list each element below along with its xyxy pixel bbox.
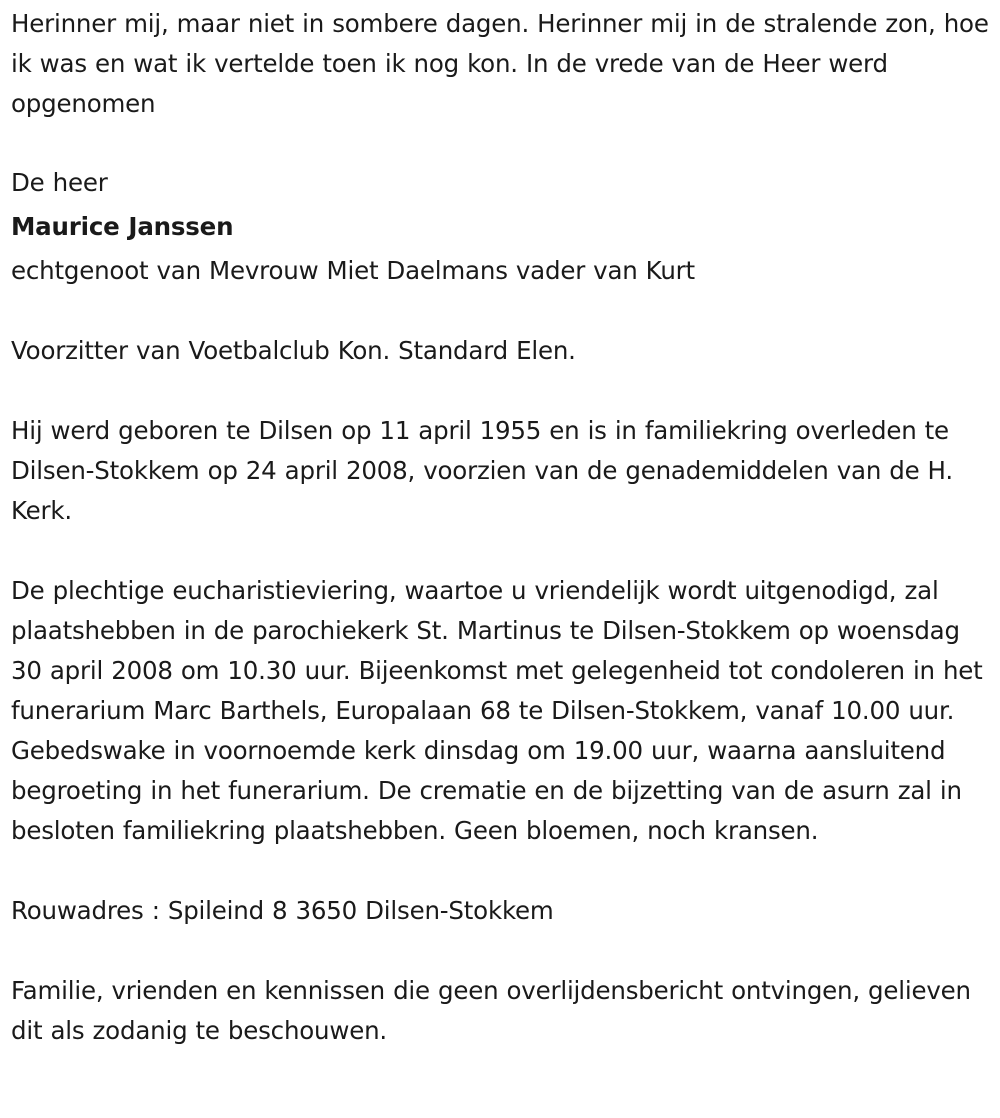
birth-death-paragraph: Hij werd geboren te Dilsen op 11 april 1955 en is in familiekring overleden te Dilsen-Stokkem op 24 april 2008, voorzien van de genademiddelen van de H. Kerk. [11,416,953,525]
ceremony-paragraph: De plechtige eucharistieviering, waartoe u vriendelijk wordt uitgenodigd, zal plaatshebben in de parochiekerk St. Martinus te Dilsen-Stokkem op woensdag 30 april 2008 om 10.30 uur. Bijeenkomst met gelegenheid tot condoleren in het funerarium Marc Barthels, Europalaan 68 te Dilsen-Stokkem, vanaf 10.00 uur. Gebedswake in voornoemde kerk dinsdag om 19.00 uur, waarna aansluitend begroeting in het funerarium. De crematie en de bijzetting van de asurn zal in besloten familiekring plaatshebben. Geen bloemen, noch kransen. [11,576,983,845]
salutation: De heer [11,168,108,197]
club-role: Voorzitter van Voetbalclub Kon. Standard Elen. [11,336,576,365]
closing-note: Familie, vrienden en kennissen die geen overlijdensbericht ontvingen, gelieven dit als zodanig te beschouwen. [11,976,971,1045]
deceased-name: Maurice Janssen [11,212,234,241]
mourning-address: Rouwadres : Spileind 8 3650 Dilsen-Stokkem [11,896,554,925]
family-relations: echtgenoot van Mevrouw Miet Daelmans vader van Kurt [11,256,695,285]
memorial-poem: Herinner mij, maar niet in sombere dagen. Herinner mij in de stralende zon, hoe ik was en wat ik vertelde toen ik nog kon. In de vrede van de Heer werd opgenomen [11,9,989,118]
death-announcement [11,4,996,1051]
